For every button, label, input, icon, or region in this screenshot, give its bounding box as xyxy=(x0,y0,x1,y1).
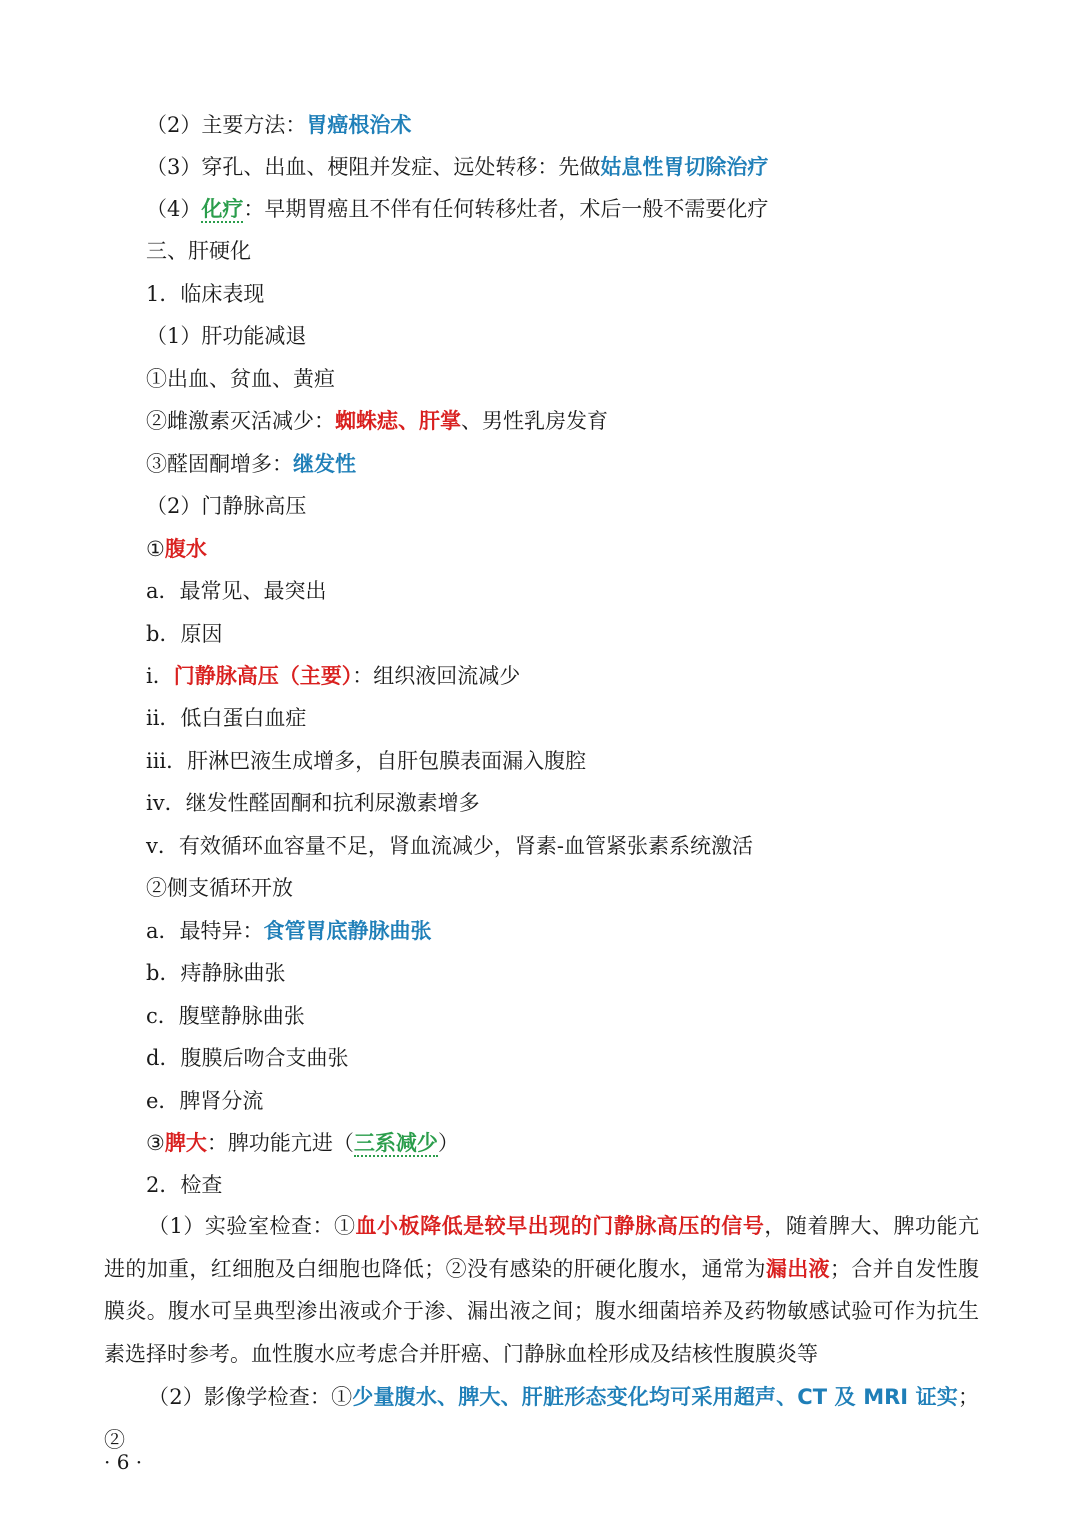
text-line xyxy=(146,576,327,606)
text-line xyxy=(146,619,222,649)
text-line xyxy=(146,321,306,351)
text-run: ；② xyxy=(104,1385,979,1452)
text-run: （2）门静脉高压 xyxy=(146,494,307,518)
text-run: a．最常见、最突出 xyxy=(146,579,327,603)
text-run: d．腹膜后吻合支曲张 xyxy=(146,1046,349,1070)
text-line xyxy=(146,1086,263,1116)
text-line xyxy=(146,236,251,266)
text-paragraph xyxy=(104,1205,979,1375)
text-line xyxy=(146,1001,305,1031)
text-run: 2．检查 xyxy=(146,1173,223,1197)
text-run: iv．继发性醛固酮和抗利尿激素增多 xyxy=(146,791,480,815)
highlight-red: 漏出液 xyxy=(765,1256,830,1281)
highlight-red: 腹水 xyxy=(164,537,207,561)
text-line xyxy=(146,194,768,224)
text-run: ① xyxy=(146,537,165,561)
text-line xyxy=(146,1043,348,1073)
highlight-red: 蜘蛛痣、肝掌 xyxy=(335,409,461,433)
highlight-blue: 食管胃底静脉曲张 xyxy=(263,919,432,943)
text-line xyxy=(146,831,753,861)
text-run: （1）实验室检查：① xyxy=(148,1214,356,1238)
highlight-blue: 少量腹水、脾大、肝脏形态变化均可采用超声、CT 及 MRI 证实 xyxy=(352,1385,958,1409)
text-line xyxy=(146,746,586,776)
text-line xyxy=(146,703,306,733)
text-line xyxy=(146,152,768,182)
text-run: ①出血、贫血、黄疸 xyxy=(146,367,335,391)
text-paragraph xyxy=(104,1376,979,1461)
highlight-red: 门静脉高压（主要） xyxy=(173,664,353,688)
text-run: ②雌激素灭活减少： xyxy=(146,409,335,433)
text-run: ii．低白蛋白血症 xyxy=(146,706,307,730)
highlight-blue: 继发性 xyxy=(293,452,356,476)
text-run: i． xyxy=(146,664,174,688)
text-line xyxy=(146,110,411,140)
text-run: b．痔静脉曲张 xyxy=(146,961,286,985)
text-line xyxy=(146,1170,222,1200)
text-run: （2）主要方法： xyxy=(146,113,307,137)
text-run: （3）穿孔、出血、梗阻并发症、远处转移：先做 xyxy=(146,155,601,179)
text-run: ：脾功能亢进（ xyxy=(206,1131,354,1155)
text-run: a．最特异： xyxy=(146,919,264,943)
text-run: ，随着脾大、脾功能亢进的加重，红细胞及白细胞也降低；②没有感染的肝硬化腹水，通常为 xyxy=(104,1214,979,1281)
highlight-green: 三系减少 xyxy=(353,1131,438,1155)
text-run: ③ xyxy=(146,1131,165,1155)
highlight-red: 脾大 xyxy=(164,1131,207,1155)
text-run: （2）影像学检查：① xyxy=(148,1385,353,1409)
text-run: （4） xyxy=(146,197,202,221)
text-line xyxy=(146,916,432,946)
text-run: iii．肝淋巴液生成增多，自肝包膜表面漏入腹腔 xyxy=(146,749,587,773)
text-line xyxy=(146,1128,459,1158)
text-run: ③醛固酮增多： xyxy=(146,452,293,476)
highlight-red: 血小板降低是较早出现的门静脉高压的信号 xyxy=(355,1214,765,1238)
highlight-green: 化疗 xyxy=(201,197,244,221)
text-line xyxy=(146,958,285,988)
text-run: b．原因 xyxy=(146,622,223,646)
text-line xyxy=(146,364,335,394)
text-run: 1．临床表现 xyxy=(146,282,265,306)
highlight-blue: 胃癌根治术 xyxy=(306,113,412,137)
text-line xyxy=(146,873,293,903)
text-run: 三、肝硬化 xyxy=(146,239,251,263)
text-run: ；合并自发性腹膜炎。腹水可呈典型渗出液或介于渗、漏出液之间；腹水细菌培养及药物敏感试验可作为抗生素选择时参考。血性腹水应考虑合并肝癌、门静脉血栓形成及结核性腹膜炎等 xyxy=(104,1256,980,1366)
text-line xyxy=(146,406,608,436)
text-run: ） xyxy=(437,1131,459,1155)
text-line xyxy=(146,534,207,564)
text-run: ：早期胃癌且不伴有任何转移灶者，术后一般不需要化疗 xyxy=(243,197,769,221)
text-run: e．脾肾分流 xyxy=(146,1089,264,1113)
text-run: ：组织液回流减少 xyxy=(352,664,521,688)
page-number: · 6 · xyxy=(104,1450,143,1474)
text-line xyxy=(146,491,306,521)
highlight-blue: 姑息性胃切除治疗 xyxy=(600,155,769,179)
text-run: c．腹壁静脉曲张 xyxy=(146,1004,305,1028)
text-run: v．有效循环血容量不足，肾血流减少，肾素-血管紧张素系统激活 xyxy=(146,834,753,858)
text-line xyxy=(146,661,520,691)
text-line xyxy=(146,449,356,479)
text-line xyxy=(146,788,480,818)
text-run: ②侧支循环开放 xyxy=(146,876,293,900)
text-run: 、男性乳房发育 xyxy=(461,409,608,433)
text-line xyxy=(146,279,264,309)
text-run: （1）肝功能减退 xyxy=(146,324,307,348)
